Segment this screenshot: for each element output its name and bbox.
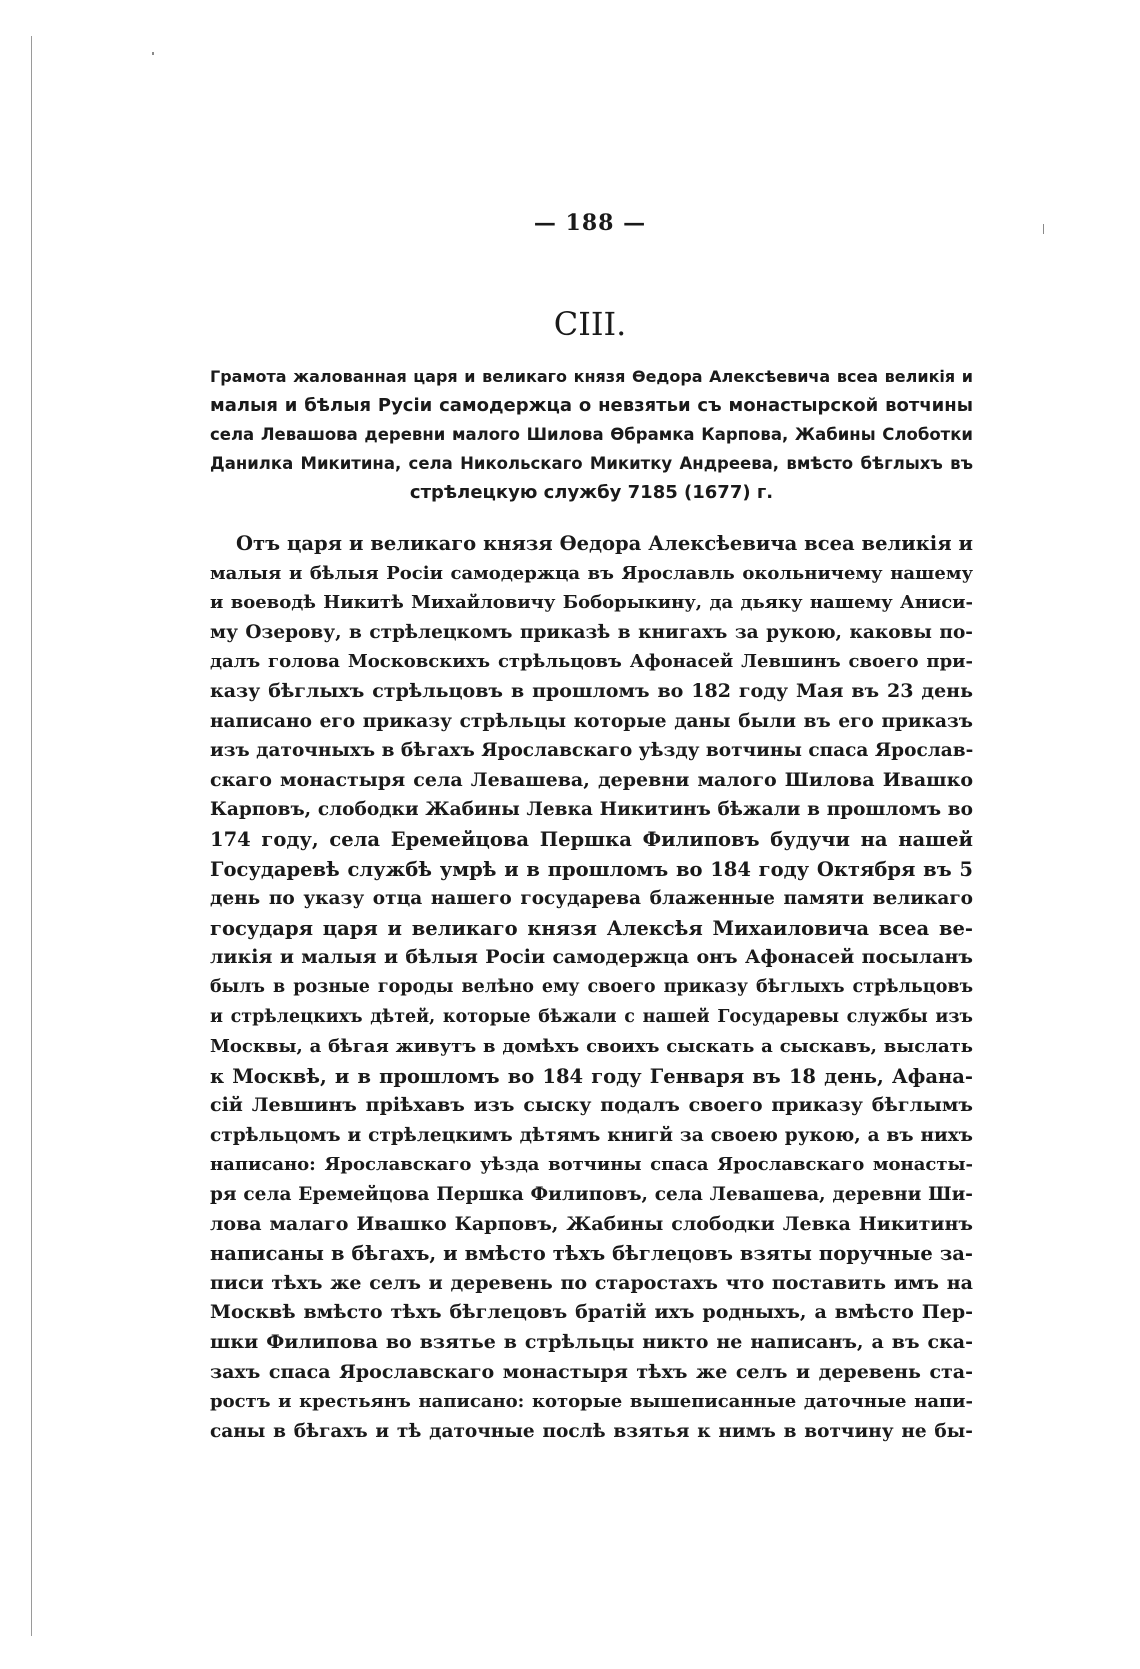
body-line: Отъ царя и великаго князя Өедора Алексѣевича всеа великія и <box>236 532 973 555</box>
body-line: стрѣльцомъ и стрѣлецкимъ дѣтямъ книгй за своею рукою, а въ нихъ <box>210 1124 973 1146</box>
body-text <box>210 529 973 1446</box>
page-number: — 188 — <box>533 210 647 236</box>
body-line: изъ даточныхъ в бѣгахъ Ярославскаго уѣзду вотчины спаса Ярослав- <box>210 740 974 762</box>
body-line: и стрѣлецкихъ дѣтей, которые бѣжали с нашей Государевы службы изъ <box>210 1006 973 1027</box>
heading-line: Данилка Микитина, села Никольскаго Микитку Андреева, вмѣсто бѣглыхъ въ <box>210 454 973 473</box>
body-line: написаны в бѣгахъ, и вмѣсто тѣхъ бѣглецовъ взяты поручные за- <box>210 1242 973 1266</box>
body-line: написано: Ярославскаго уѣзда вотчины спаса Ярославскаго монасты- <box>210 1154 973 1176</box>
body-line: ростъ и крестьянъ написано: которые вышеписанные даточные напи- <box>210 1391 973 1413</box>
body-line: саны в бѣгахъ и тѣ даточные послѣ взятья к нимъ в вотчину не бы- <box>210 1420 973 1442</box>
heading-line: стрѣлецкую службу 7185 (1677) г. <box>409 482 774 503</box>
body-line: Государевѣ службѣ умрѣ и в прошломъ во 184 году Октября въ 5 <box>210 857 973 881</box>
heading-line: Грамота жалованная царя и великаго князя Өедора Алексѣевича всеа великія и <box>210 367 973 386</box>
scan-edge-left <box>31 36 32 1636</box>
body-line: далъ голова Московскихъ стрѣльцовъ Афонасей Левшинъ своего при- <box>210 651 973 673</box>
body-line: малыя и бѣлыя Росіи самодержца въ Ярославль окольничему нашему <box>210 562 973 584</box>
heading-line: села Левашова деревни малого Шилова Өбрамка Карпова, Жабины Слоботки <box>210 425 973 444</box>
body-line: ря села Еремейцова Першка Филиповъ, села Левашева, деревни Ши- <box>210 1184 973 1206</box>
scan-speck <box>152 52 154 55</box>
body-line: Карповъ, слободки Жабины Левка Никитинъ бѣжали в прошломъ во <box>210 799 973 821</box>
body-line: Москвы, а бѣгая живутъ в домѣхъ своихъ сыскать а сыскавъ, выслать <box>210 1036 973 1058</box>
heading-line: малыя и бѣлыя Русіи самодержца о невзятьи съ монастырской вотчины <box>210 395 973 416</box>
body-line: му Озерову, в стрѣлецкомъ приказѣ в книгахъ за рукою, каковы по- <box>210 621 973 643</box>
body-line: скаго монастыря села Левашева, деревни малого Шилова Ивашко <box>210 768 973 791</box>
body-line: и воеводѣ Никитѣ Михайловичу Боборыкину, да дьяку нашему Аниси- <box>210 592 973 614</box>
body-line: лова малаго Ивашко Карповъ, Жабины слободки Левка Никитинъ <box>210 1212 973 1235</box>
body-line: сій Левшинъ пріѣхавъ изъ сыску подалъ своего приказу бѣглымъ <box>210 1094 973 1117</box>
body-line: Москвѣ вмѣсто тѣхъ бѣглецовъ братій ихъ родныхъ, а вмѣсто Пер- <box>210 1301 973 1324</box>
body-line: государя царя и великаго князя Алексѣя Михаиловича всеа ве- <box>210 916 973 940</box>
document-heading <box>210 362 973 507</box>
body-line: 174 году, села Еремейцова Першка Филиповъ будучи на нашей <box>210 827 973 851</box>
body-line: день по указу отца нашего государева блаженные памяти великаго <box>210 888 973 910</box>
body-line: былъ в розные городы велѣно ему своего приказу бѣглыхъ стрѣльцовъ <box>210 976 973 997</box>
body-line: захъ спаса Ярославскаго монастыря тѣхъ же селъ и деревень ста- <box>210 1360 973 1383</box>
body-line: казу бѣглыхъ стрѣльцовъ в прошломъ во 182 году Мая въ 23 день <box>210 679 973 702</box>
body-line: написано его приказу стрѣльцы которые даны были въ его приказъ <box>210 710 973 732</box>
body-line: ликія и малыя и бѣлыя Росіи самодержца онъ Афонасей посыланъ <box>210 946 973 969</box>
body-line: писи тѣхъ же селъ и деревень по старостахъ что поставить имъ на <box>210 1271 973 1294</box>
section-number: CIII. <box>553 305 627 343</box>
body-line: шки Филипова во взятье в стрѣльцы никто не написанъ, а въ ска- <box>210 1331 973 1354</box>
body-line: к Москвѣ, и в прошломъ во 184 году Генваря въ 18 день, Афана- <box>210 1064 973 1088</box>
